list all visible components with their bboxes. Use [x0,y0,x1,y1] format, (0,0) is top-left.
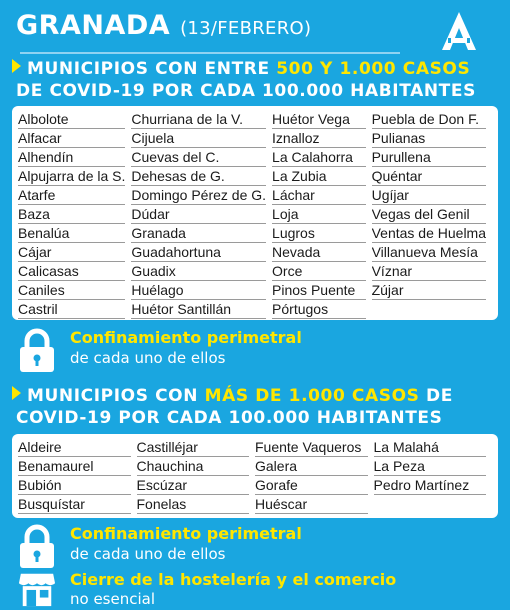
municipalities-table-over-1000 [12,434,498,518]
section1-heading-line2: DE COVID-19 POR CADA 100.000 HABITANTES [16,81,476,101]
municipality-cell: Castilléjar [137,438,250,457]
table-column [372,110,492,319]
note-closure [18,570,498,610]
municipality-cell: La Malahá [374,438,487,457]
municipality-cell: Baza [18,205,125,224]
municipality-cell: Huéscar [255,495,368,514]
municipality-cell: Quéntar [372,167,486,186]
municipality-cell: Alfacar [18,129,125,148]
municipality-cell: Huélago [131,281,266,300]
padlock-icon [18,524,56,570]
municipality-cell: Víznar [372,262,486,281]
note-lockdown-1 [18,328,498,378]
note3-subtitle: no esencial [70,590,156,608]
header-divider [20,52,400,54]
title-date: (13/FEBRERO) [180,18,312,39]
table-column [272,110,372,319]
municipality-cell: Fuente Vaqueros [255,438,368,457]
municipality-cell: Ugíjar [372,186,486,205]
municipality-cell: Nevada [272,243,366,262]
municipality-cell: La Calahorra [272,148,366,167]
municipality-cell [374,495,487,514]
municipality-cell: Pinos Puente [272,281,366,300]
section1-heading [12,58,502,102]
municipality-cell: Churriana de la V. [131,110,266,129]
municipality-cell: Orce [272,262,366,281]
arrow-icon [12,386,21,400]
municipality-cell: Alhendín [18,148,125,167]
municipality-cell: Caniles [18,281,125,300]
municipality-cell: Dehesas de G. [131,167,266,186]
table-column [255,438,374,514]
page-title [16,10,311,41]
municipality-cell: Dúdar [131,205,266,224]
municipality-cell: Iznalloz [272,129,366,148]
municipality-cell: Alpujarra de la S. [18,168,126,184]
note1-subtitle: de cada uno de ellos [70,349,226,367]
municipality-cell: Chauchina [137,457,250,476]
table-column [18,438,137,514]
header [10,4,500,52]
municipality-cell: Huétor Santillán [131,300,266,319]
municipality-cell: Villanueva Mesía [372,243,486,262]
note1-title: Confinamiento perimetral [70,328,302,347]
municipalities-table-500-1000 [12,106,498,320]
municipality-cell: Busquístar [18,495,131,514]
municipality-cell: Huétor Vega [272,110,366,129]
padlock-icon [18,328,56,374]
municipality-cell: Benalúa [18,224,125,243]
municipality-cell: Fonelas [137,495,250,514]
municipality-cell: Cijuela [131,129,266,148]
municipality-cell: La Peza [374,457,487,476]
section1-highlight: 500 Y 1.000 CASOS [276,59,471,79]
municipality-cell: Loja [272,205,366,224]
municipality-cell: Pórtugos [272,300,366,319]
municipality-cell: Granada [131,224,266,243]
municipality-cell: Aldeire [18,438,131,457]
table-column [18,110,131,319]
municipality-cell: Escúzar [137,476,250,495]
note-lockdown-2 [18,524,498,574]
municipality-cell: Láchar [272,186,366,205]
section2-heading-line1: MUNICIPIOS CON MÁS DE 1.000 CASOS DE [12,385,502,407]
note3-title: Cierre de la hostelería y el comercio [70,570,397,589]
municipality-cell: Ventas de Huelma [371,225,486,241]
municipality-cell: Lugros [272,224,366,243]
municipality-cell: Zújar [372,281,486,300]
section2-heading-line2: COVID-19 POR CADA 100.000 HABITANTES [16,408,443,428]
municipality-cell: Cuevas del C. [131,148,266,167]
table-column [137,438,256,514]
municipality-cell: Domingo Pérez de G. [131,187,267,203]
municipality-cell: Guadix [131,262,266,281]
section2-highlight: MÁS DE 1.000 CASOS [204,386,420,406]
andalucia-logo-icon [436,8,482,54]
section1-heading-line1: MUNICIPIOS CON ENTRE 500 Y 1.000 CASOS [12,58,502,80]
arrow-icon [12,59,21,73]
municipality-cell: Gorafe [255,476,368,495]
municipality-cell: Bubión [18,476,131,495]
municipality-cell: Atarfe [18,186,125,205]
municipality-cell [372,300,486,319]
municipality-cell: Castril [18,300,125,319]
table-column [131,110,272,319]
municipality-cell: Calicasas [18,262,125,281]
municipality-cell: Pulianas [372,129,486,148]
municipality-cell: Albolote [18,110,125,129]
note2-subtitle: de cada uno de ellos [70,545,226,563]
section2-heading [12,385,502,429]
municipality-cell: Vegas del Genil [372,205,486,224]
municipality-cell: Puebla de Don F. [372,110,486,129]
municipality-cell: Purullena [372,148,486,167]
municipality-cell: La Zubia [272,167,366,186]
municipality-cell: Pedro Martínez [374,476,487,495]
storefront-icon [18,570,56,608]
table-column [374,438,493,514]
municipality-cell: Cájar [18,243,125,262]
title-text: GRANADA [16,10,171,41]
municipality-cell: Guadahortuna [131,243,266,262]
note2-title: Confinamiento perimetral [70,524,302,543]
municipality-cell: Benamaurel [18,457,131,476]
municipality-cell: Galera [255,457,368,476]
